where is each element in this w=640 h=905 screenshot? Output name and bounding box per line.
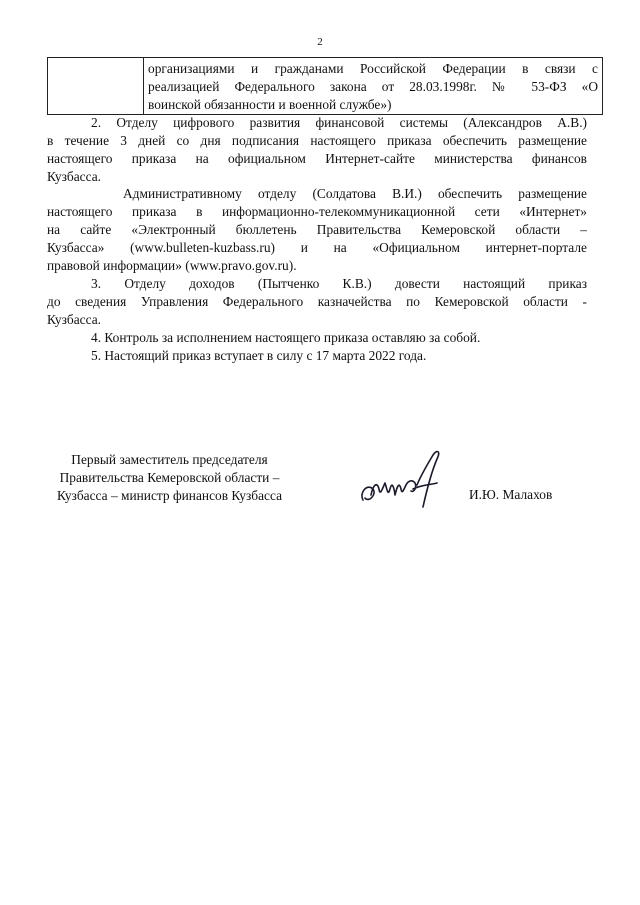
paragraph-line: Кузбасса» (www.bulleten-kuzbass.ru) и на «Официальном интернет-портале xyxy=(47,240,587,255)
paragraph-line: в течение 3 дней со дня подписания настоящего приказа обеспечить размещение xyxy=(47,133,587,148)
signer-name: И.Ю. Малахов xyxy=(469,487,553,502)
handwritten-signature xyxy=(357,445,457,515)
paragraph-item-5 xyxy=(47,347,587,365)
paragraph-item-2 xyxy=(47,114,587,186)
paragraph-line: Кузбасса. xyxy=(47,312,102,327)
paragraph-line: 4. Контроль за исполнением настоящего приказа оставляю за собой. xyxy=(91,330,481,345)
paragraph-line: правовой информации» (www.pravo.gov.ru). xyxy=(47,258,297,273)
paragraph-line: настоящего приказа в информационно-телекоммуникационной сети «Интернет» xyxy=(47,204,587,219)
paragraph-line: на сайте «Электронный бюллетень Правительства Кемеровской области – xyxy=(47,222,587,237)
paragraph-line: 5. Настоящий приказ вступает в силу с 17 марта 2022 года. xyxy=(91,348,427,363)
paragraph-item-3 xyxy=(47,275,587,329)
paragraph-line: 3. Отделу доходов (Пытченко К.В.) довести настоящий приказ xyxy=(91,276,587,291)
table-cell-text xyxy=(144,58,603,115)
table-text-line: реализацией Федерального закона от 28.03.1998г. № 53-ФЗ «О xyxy=(148,79,598,94)
paragraph-line: до сведения Управления Федерального казначейства по Кемеровской области - xyxy=(47,294,587,309)
page-number: 2 xyxy=(317,36,323,48)
paragraph-line: Кузбасса. xyxy=(47,169,102,184)
table-row xyxy=(48,58,603,115)
paragraph-item-4 xyxy=(47,329,587,347)
paragraph-line: Административному отделу (Солдатова В.И.) обеспечить размещение xyxy=(123,186,587,201)
signer-position-line: Кузбасса – министр финансов Кузбасса xyxy=(56,488,283,503)
paragraph-line: настоящего приказа на официальном Интернет-сайте министерства финансов xyxy=(47,151,587,166)
continuation-table xyxy=(47,57,603,115)
table-text-line: организациями и гражданами Российской Федерации в связи с xyxy=(148,61,598,76)
signer-position-line: Правительства Кемеровской области – xyxy=(59,470,280,485)
table-cell-empty xyxy=(48,58,144,115)
paragraph-admin xyxy=(47,185,587,275)
signer-position-line: Первый заместитель председателя xyxy=(71,452,268,467)
paragraph-line: 2. Отделу цифрового развития финансовой системы (Александров А.В.) xyxy=(91,115,587,130)
signer-position xyxy=(47,451,292,505)
table-text-line: воинской обязанности и военной службе») xyxy=(148,97,392,112)
